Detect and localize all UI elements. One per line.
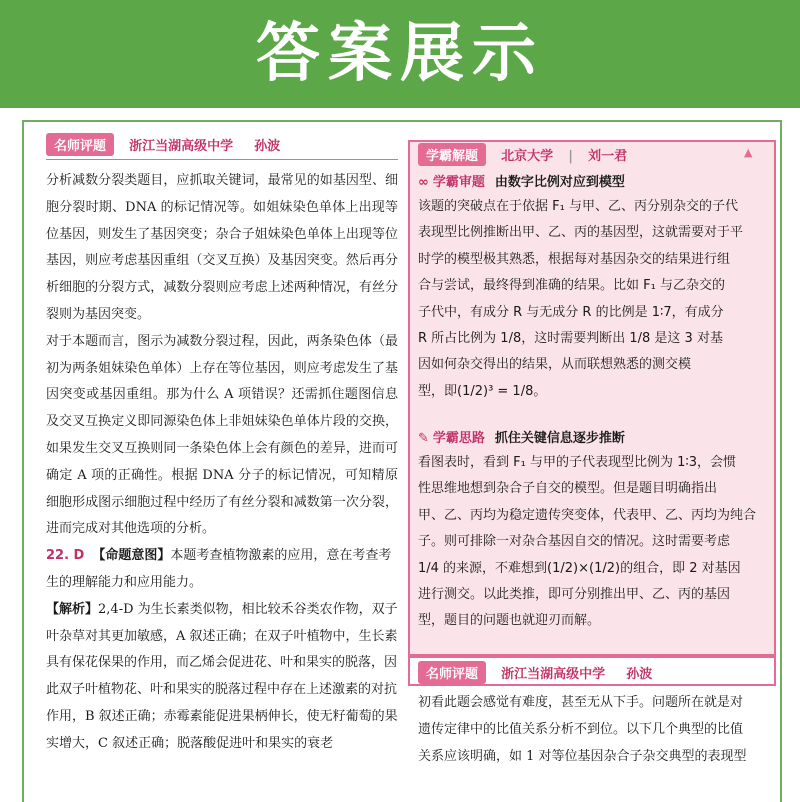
teacher-school-2: 浙江当湖高级中学	[501, 667, 606, 682]
right-bottom-text	[418, 690, 768, 770]
section-thinking	[418, 428, 768, 635]
review-line: 该题的突破点在于依据 F₁ 与甲、乙、丙分别杂交的子代	[418, 199, 738, 214]
header-separator: |	[568, 149, 573, 164]
question-22-analysis	[46, 597, 398, 758]
teacher-name-2: 孙波	[626, 667, 653, 682]
review-line: 时学的模型极其熟悉，根据每对基因杂交的结果进行组	[418, 251, 731, 267]
thinking-line: 看图表时，看到 F₁ 与甲的子代表现型比例为 1∶3，会惯	[418, 455, 737, 470]
thinking-line: 性思维地想到杂合子自交的模型。但是题目明确指出	[418, 481, 718, 497]
chain-icon: ∞	[418, 175, 429, 190]
teacher-school: 浙江当湖高级中学	[129, 139, 234, 154]
thinking-line: 子。则可排除一对杂合基因自交的情况。这时需要考虑	[418, 534, 731, 550]
intent-label: 【命题意图】	[92, 548, 171, 564]
thinking-label: 学霸思路	[432, 431, 485, 446]
student-name: 刘一君	[588, 149, 628, 164]
teacher-comment-tag-2: 名师评题	[418, 661, 486, 684]
thinking-title: 抓住关键信息逐步推断	[494, 431, 625, 446]
thinking-heading	[418, 428, 768, 450]
review-line: R 所占比例为 1/8，这时需要判断出 1/8 是这 3 对基	[418, 331, 723, 347]
corner-triangle-icon: ▲	[744, 146, 753, 159]
thinking-line: 进行测交。以此类推，即可分别推出甲、乙、丙的基因	[418, 587, 731, 603]
thinking-line: 1/4 的来源，不难想到(1/2)×(1/2)的组合，即 2 对基因	[418, 560, 741, 576]
analysis-label: 【解析】	[46, 601, 99, 617]
question-number: 22. D	[46, 548, 85, 564]
review-title: 由数字比例对应到模型	[494, 175, 625, 190]
left-column	[46, 133, 398, 758]
review-line: 子代中，有成分 R 与无成分 R 的比例是 1∶7，有成分	[418, 304, 724, 320]
review-line: 表现型比例推断出甲、乙、丙的基因型，这就需要对于平	[418, 225, 744, 241]
thinking-line: 甲、乙、丙均为稳定遗传突变体，代表甲、乙、丙均为纯合	[418, 507, 757, 523]
banner-title: 答案展示	[256, 17, 544, 91]
section-review	[418, 172, 768, 405]
bottom-line: 关系应该明确，如 1 对等位基因杂合子杂交典型的表现型	[418, 748, 747, 764]
review-heading	[418, 172, 768, 194]
review-line: 型，即(1/2)³ = 1/8。	[418, 383, 547, 399]
intent-text: 本题考查植物激素的应用，意在考查考生的理解能力和应用能力。	[46, 548, 392, 590]
teacher-name: 孙波	[254, 139, 281, 154]
teacher-comment-tag: 名师评题	[46, 133, 114, 156]
pen-icon: ✎	[418, 431, 429, 446]
bottom-line: 初看此题会感觉有难度，甚至无从下手。问题所在就是对	[418, 695, 744, 710]
thinking-line: 型，题目的问题也就迎刃而解。	[418, 613, 601, 629]
left-paragraph-1: 分析减数分裂类题目，应抓取关键词，最常见的如基因型、细胞分裂时期、DNA 的标记情况等。如姐妹染色单体上出现等位基因，则发生了基因突变；杂合子姐妹染色单体上出现等位基因，则应考虑基因重组（交叉互换）及基因突变。然后再分析细胞的分裂方式，减数分裂则应考虑上述两种情况，有丝分裂则为基因突变。	[46, 173, 398, 322]
review-line: 合与尝试，最终得到准确的结果。比如 F₁ 与乙杂交的	[418, 278, 725, 294]
question-22-intent	[46, 543, 398, 597]
review-label: 学霸审题	[432, 175, 485, 190]
student-school: 北京大学	[501, 149, 554, 164]
right-header-2	[418, 661, 768, 684]
analysis-text: 2,4-D 为生长素类似物，相比较禾谷类农作物，双子叶杂草对其更加敏感，A 叙述正确；在双子叶植物中，生长素具有保花保果的作用，而乙烯会促进花、叶和果实的脱落，因此双子叶植物花、叶和果实的脱落过程中存在上述激素的对抗作用，B 叙述正确；赤霉素能促进果柄伸长，使无籽葡萄的果实增大，C 叙述正确；脱落酸促进叶和果实的衰老	[46, 601, 398, 751]
left-header	[46, 133, 398, 160]
bottom-line: 遗传定律中的比值关系分析不到位。以下几个典型的比值	[418, 721, 744, 737]
left-paragraph-2: 对于本题而言，图示为减数分裂过程，因此，两条染色体（最初为两条姐妹染色单体）上存在等位基因，则应考虑发生了基因突变或基因重组。那为什么 A 项错误？还需抓住题图信息及交叉互换定义即同源染色体上非姐妹染色单体片段的交换，如果发生交叉互换则同一条染色体上会有颜色的差异，进而可确定 A 项的正确性。根据 DNA 分子的标记情况，可知精原细胞形成图示细胞过程中经历了有丝分裂和减数第一次分裂，进而完成对其他选项的分析。	[46, 333, 398, 537]
right-header	[418, 143, 768, 166]
review-line: 因如何杂交得出的结果，从而联想熟悉的测交模	[418, 357, 692, 373]
student-solution-tag: 学霸解题	[418, 143, 486, 166]
